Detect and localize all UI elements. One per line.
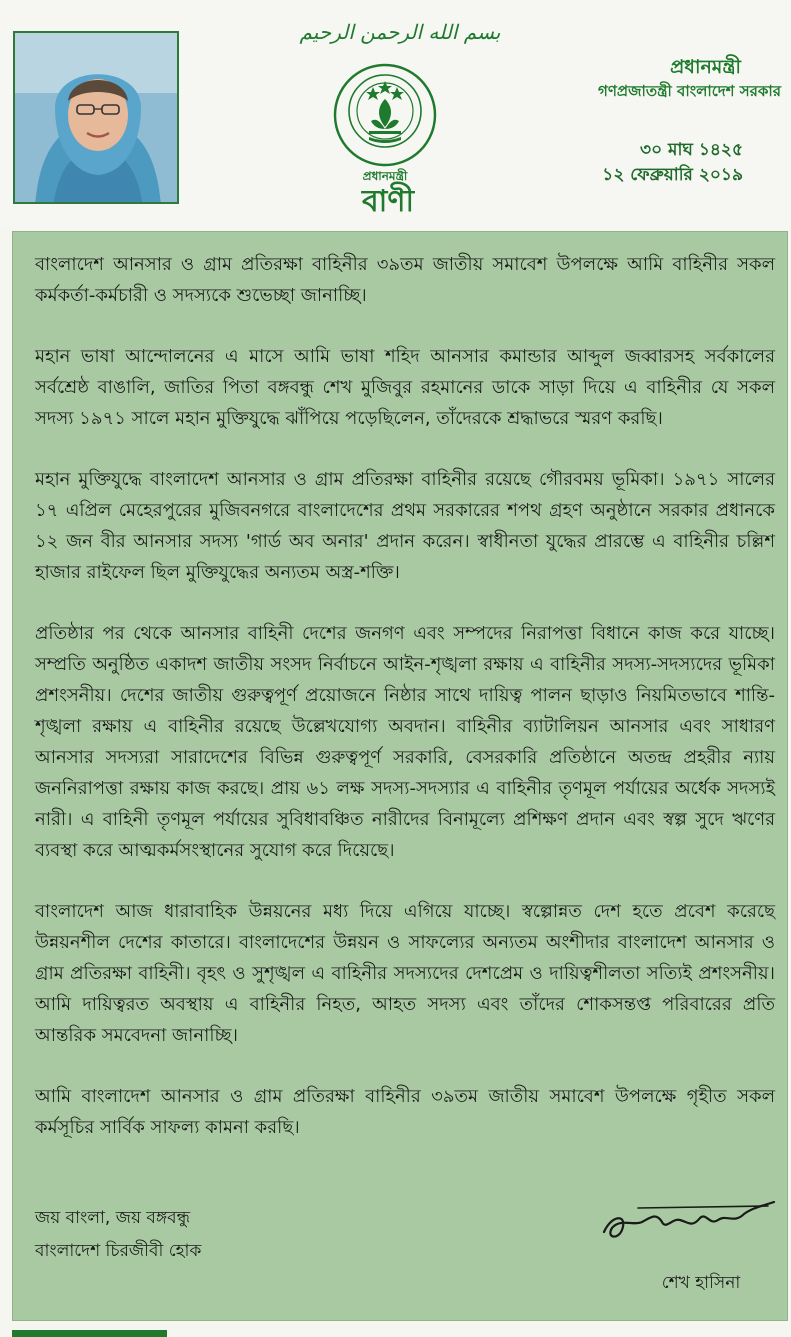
paragraph-5: বাংলাদেশ আজ ধারাবাহিক উন্নয়নের মধ্য দিয়ে এগিয়ে যাচ্ছে। স্বল্পোন্নত দেশ হতে প্রবেশ করেছে উন্নয়নশীল দেশের কাতারে। বাংলাদেশের উন্নয়ন ও সাফল্যের অন্যতম অংশীদার বাংলাদেশ আনসার ও গ্রাম প্রতিরক্ষা বাহিনী। বৃহৎ ও সুশৃঙ্খল এ বাহিনীর সদস্যদের দেশপ্রেম ও দায়িত্বশীলতা সত্যিই প্রশংসনীয়। আমি দায়িত্বরত অবস্থায় এ বাহিনীর নিহত, আহত সদস্য এবং তাঁদের শোকসন্তপ্ত পরিবারের প্রতি আন্তরিক সমবেদনা জানাচ্ছি।	[35, 901, 775, 1046]
paragraph-1: বাংলাদেশ আনসার ও গ্রাম প্রতিরক্ষা বাহিনীর ৩৯তম জাতীয় সমাবেশ উপলক্ষে আমি বাহিনীর সকল কর্মকর্তা-কর্মচারী ও সদস্যকে শুভেচ্ছা জানাচ্ছি।	[35, 254, 775, 306]
bismillah-text: بسم الله الرحمن الرحيم	[299, 20, 501, 44]
pm-seal	[333, 63, 437, 183]
signature-icon	[598, 1192, 778, 1252]
portrait-image	[15, 33, 179, 204]
paragraph-2: মহান ভাষা আন্দোলনের এ মাসে আমি ভাষা শহিদ আনসার কমান্ডার আব্দুল জব্বারসহ সর্বকালের সর্বশ্রেষ্ঠ বাঙালি, জাতির পিতা বঙ্গবন্ধু শেখ মুজিবুর রহমানের ডাকে সাড়া দিয়ে এ বাহিনীর যে সকল সদস্য ১৯৭১ সালে মহান মুক্তিযুদ্ধে ঝাঁপিয়ে পড়েছিলেন, তাঁদেরকে শ্রদ্ধাভরে স্মরণ করছি।	[35, 346, 775, 429]
office-title: প্রধানমন্ত্রী	[670, 56, 741, 78]
date-block	[503, 138, 743, 188]
bismillah-calligraphy	[280, 14, 520, 50]
closing-slogans	[35, 1202, 335, 1268]
message-body	[35, 249, 775, 1173]
page-title: বাণী	[361, 184, 415, 219]
date-bengali: ৩০ মাঘ ১৪২৫	[640, 140, 743, 160]
signatory-name: শেখ হাসিনা	[661, 1273, 741, 1293]
government-name: গণপ্রজাতন্ত্রী বাংলাদেশ সরকার	[598, 82, 781, 100]
slogan-chirojibi: বাংলাদেশ চিরজীবী হোক	[35, 1241, 202, 1261]
paragraph-3: মহান মুক্তিযুদ্ধে বাংলাদেশ আনসার ও গ্রাম প্রতিরক্ষা বাহিনীর রয়েছে গৌরবময় ভূমিকা। ১৯৭১ সালের ১৭ এপ্রিল মেহেরপুরের মুজিবনগরে বাংলাদেশের প্রথম সরকারের শপথ গ্রহণ অনুষ্ঠানে সরকার প্রধানকে ১২ জন বীর আনসার সদস্য 'গার্ড অব অনার' প্রদান করেন। স্বাধীনতা যুদ্ধের প্রারম্ভে এ বাহিনীর চল্লিশ হাজার রাইফেল ছিল মুক্তিযুদ্ধের অন্যতম অস্ত্র-শক্তি।	[35, 469, 775, 583]
date-gregorian: ১২ ফেব্রুয়ারি ২০১৯	[602, 165, 743, 185]
slogan-joy-bangla: জয় বাংলা, জয় বঙ্গবন্ধু	[35, 1208, 191, 1228]
bottom-divider	[12, 1330, 167, 1337]
seal-emblem-icon	[333, 63, 437, 167]
message-panel	[12, 231, 788, 1321]
paragraph-6: আমি বাংলাদেশ আনসার ও গ্রাম প্রতিরক্ষা বাহিনীর ৩৯তম জাতীয় সমাবেশ উপলক্ষে গৃহীত সকল কর্মসূচির সার্বিক সাফল্য কামনা করছি।	[35, 1086, 775, 1138]
portrait-photo	[13, 31, 179, 204]
office-block	[481, 54, 781, 102]
seal-label: প্রধানমন্ত্রী	[362, 169, 408, 183]
paragraph-4: প্রতিষ্ঠার পর থেকে আনসার বাহিনী দেশের জনগণ এবং সম্পদের নিরাপত্তা বিধানে কাজ করে যাচ্ছে। সম্প্রতি অনুষ্ঠিত একাদশ জাতীয় সংসদ নির্বাচনে আইন-শৃঙ্খলা রক্ষায় এ বাহিনীর সদস্য-সদস্যদের ভূমিকা প্রশংসনীয়। দেশের জাতীয় গুরুত্বপূর্ণ প্রয়োজনে নিষ্ঠার সাথে দায়িত্ব পালন ছাড়াও নিয়মিতভাবে শান্তি-শৃঙ্খলা রক্ষায় এ বাহিনীর রয়েছে উল্লেখযোগ্য অবদান। বাহিনীর ব্যাটালিয়ন আনসার এবং সাধারণ আনসার সদস্যরা সারাদেশের বিভিন্ন গুরুত্বপূর্ণ সরকারি, বেসরকারি প্রতিষ্ঠানে অতন্দ্র প্রহরীর ন্যায় জননিরাপত্তা রক্ষায় কাজ করছে। প্রায় ৬১ লক্ষ সদস্য-সদস্যার এ বাহিনীর তৃণমূল পর্যায়ের অর্ধেক সদস্যই নারী। এ বাহিনী তৃণমূল পর্যায়ের সুবিধাবঞ্চিত নারীদের বিনামূল্যে প্রশিক্ষণ প্রদান এবং স্বল্প সুদে ঋণের ব্যবস্থা করে আত্মকর্মসংস্থানের সুযোগ করে দিয়েছে।	[35, 623, 775, 861]
header	[0, 0, 791, 228]
